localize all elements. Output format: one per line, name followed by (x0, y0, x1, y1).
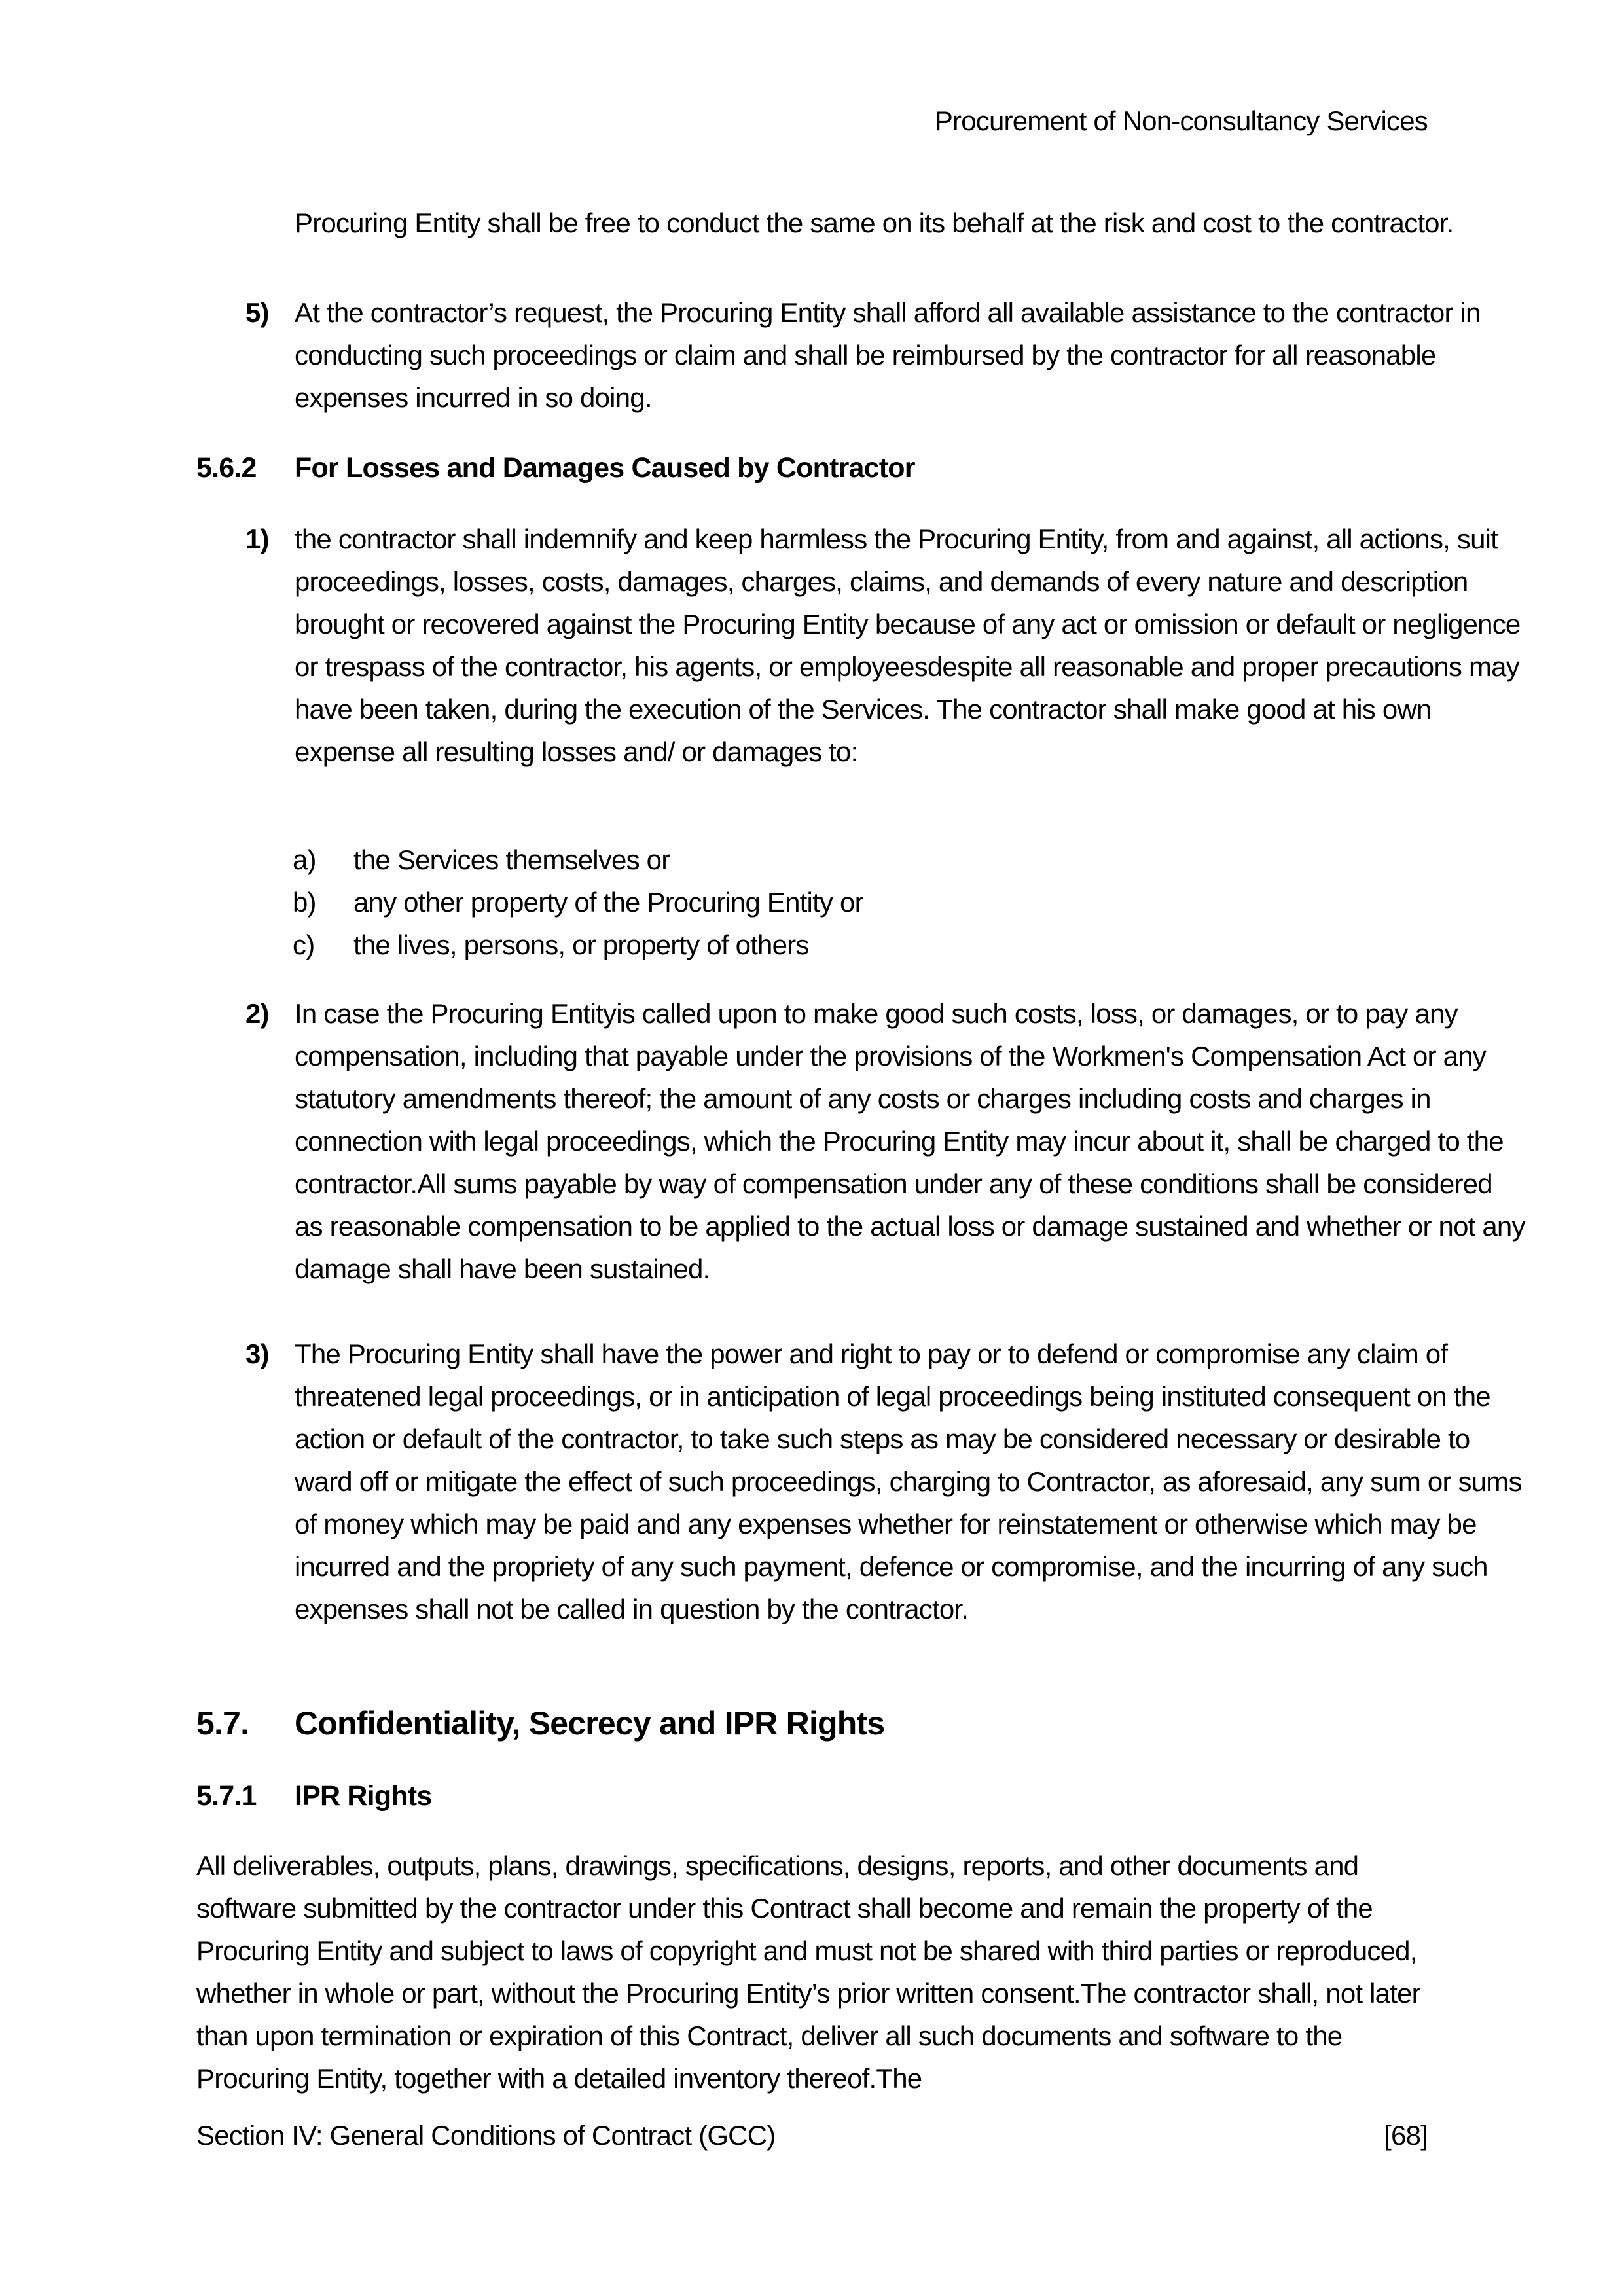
sub-item-a-marker: a) (293, 844, 316, 875)
page-footer (196, 2114, 1428, 2157)
numbered-item-2 (196, 992, 1526, 1290)
section-heading-57 (196, 1699, 1526, 1748)
sub-item-a (196, 838, 1428, 881)
lettered-sub-list (196, 838, 1428, 966)
item-1-text: the contractor shall indemnify and keep harmless the Procuring Entity, from and against, all actions, suit proceedings, losses, costs, damages, charges, claims, and demands of every nature and description brought or recovered against the Procuring Entity because of any act or omission or default or negligence or trespass of the contractor, his agents, or employeesdespite all reasonable and proper precautions may have been taken, during the execution of the Services. The contractor shall make good at his own expense all resulting losses and/ or damages to: (295, 524, 1521, 767)
ipr-rights-paragraph: All deliverables, outputs, plans, drawings, specifications, designs, reports, and other documents and software submitted by the contractor under this Contract shall become and remain the property of the Procuring Entity and subject to laws of copyright and must not be shared with third parties or reproduced, whether in whole or part, without the Procuring Entity’s prior written consent.The contractor shall, not later than upon termination or expiration of this Contract, deliver all such documents and software to the Procuring Entity, together with a detailed inventory thereof.The (196, 1850, 1420, 2094)
section-57-title: Confidentiality, Secrecy and IPR Rights (295, 1705, 885, 1742)
continuation-paragraph: Procuring Entity shall be free to conduct the same on its behalf at the risk and cost to the contractor. (295, 207, 1454, 238)
section-heading-571 (196, 1775, 1526, 1818)
item-3-text: The Procuring Entity shall have the power and right to pay or to defend or compromise any claim of threatened legal proceedings, or in anticipation of legal proceedings being instituted consequent on the action or default of the contractor, to take such steps as may be considered necessary or desirable to ward off or mitigate the effect of such proceedings, charging to Contractor, as aforesaid, any sum or sums of money which may be paid and any expenses whether for reinstatement or otherwise which may be incurred and the propriety of any such payment, defence or compromise, and the incurring of any such expenses shall not be called in question by the contractor. (295, 1338, 1522, 1624)
numbered-item-1 (196, 518, 1526, 773)
footer-page-number: [68] (1384, 2120, 1428, 2151)
numbered-item-3 (196, 1333, 1526, 1630)
section-heading-562 (196, 447, 1526, 490)
sub-item-b-text: any other property of the Procuring Entity or (353, 887, 863, 918)
sub-item-c (196, 924, 1428, 966)
sub-item-c-text: the lives, persons, or property of others (353, 929, 809, 960)
numbered-item-5 (196, 291, 1526, 419)
sub-item-b (196, 881, 1428, 924)
item-5-marker: 5) (245, 297, 269, 328)
section-571-title: IPR Rights (295, 1780, 432, 1812)
item-1-marker: 1) (245, 524, 269, 554)
item-3-marker: 3) (245, 1338, 269, 1369)
section-562-number: 5.6.2 (196, 452, 257, 484)
item-5-text: At the contractor’s request, the Procuring Entity shall afford all available assistance to the contractor in conducting such proceedings or claim and shall be reimbursed by the contractor for all reasonable expenses incurred in so doing. (295, 297, 1481, 413)
sub-item-b-marker: b) (293, 887, 316, 918)
section-562-title: For Losses and Damages Caused by Contractor (295, 452, 915, 484)
section-571-number: 5.7.1 (196, 1780, 257, 1812)
page-header: Procurement of Non-consultancy Services (934, 105, 1428, 136)
item-2-text: In case the Procuring Entityis called upon to make good such costs, loss, or damages, or to pay any compensation, including that payable under the provisions of the Workmen's Compensation Act or any statutory amendments thereof; the amount of any costs or charges including costs and charges in connection with legal proceedings, which the Procuring Entity may incur about it, shall be charged to the contractor.All sums payable by way of compensation under any of these conditions shall be considered as reasonable compensation to be applied to the actual loss or damage sustained and whether or not any damage shall have been sustained. (295, 998, 1525, 1284)
item-2-marker: 2) (245, 998, 269, 1029)
sub-item-a-text: the Services themselves or (353, 844, 670, 875)
footer-section-label: Section IV: General Conditions of Contract (GCC) (196, 2120, 776, 2151)
section-57-number: 5.7. (196, 1705, 249, 1742)
sub-item-c-marker: c) (293, 929, 315, 960)
